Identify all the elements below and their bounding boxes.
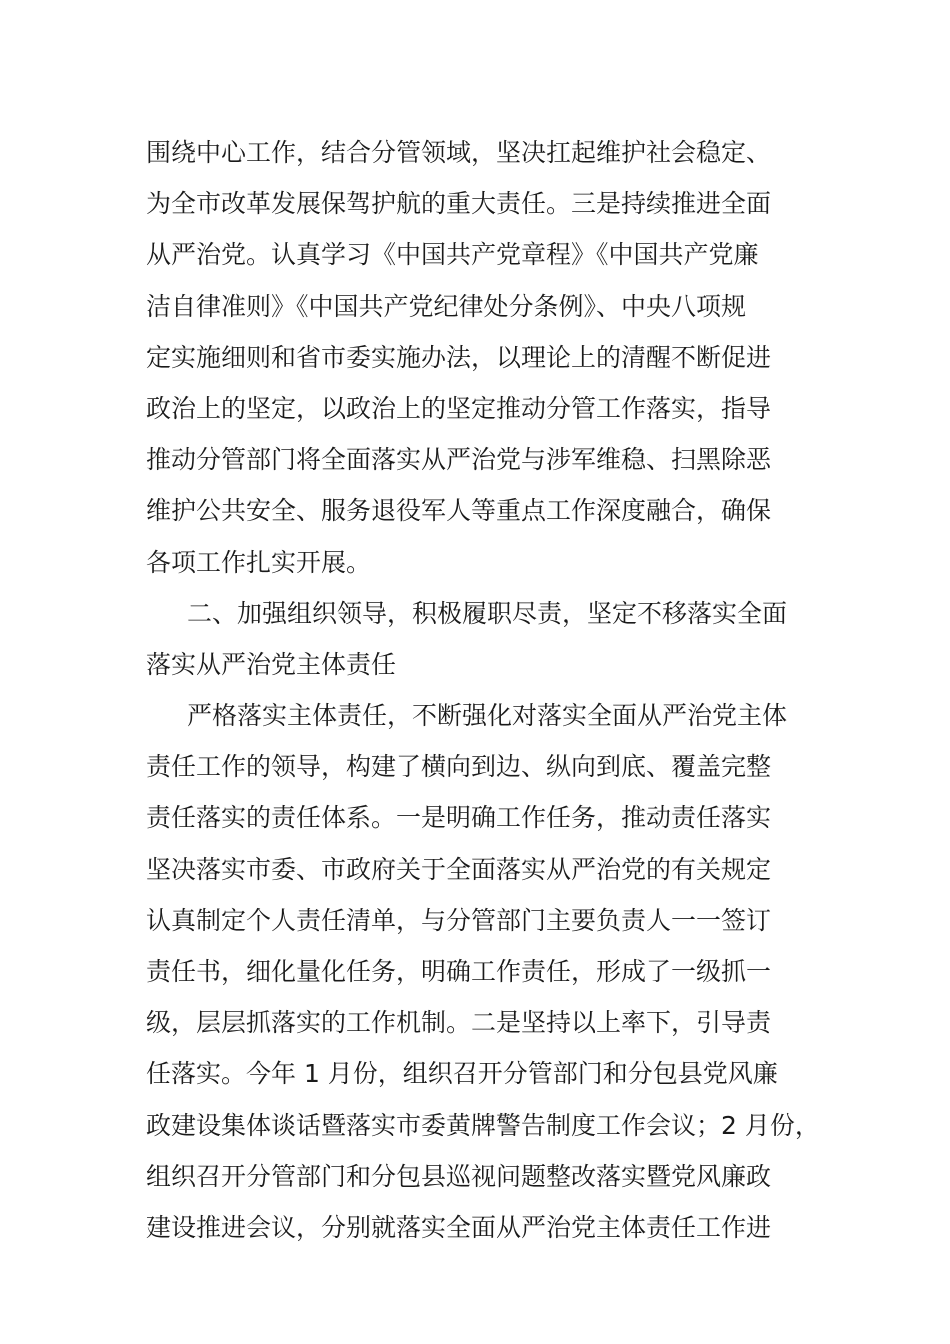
text-line: 围绕中心工作，结合分管领域，坚决扛起维护社会稳定、 [146,138,772,167]
text-line: 任落实。今年 1 月份，组织召开分管部门和分包县党风廉 [146,1059,778,1089]
text-line: 组织召开分管部门和分包县巡视问题整改落实暨党风廉政 [146,1161,772,1191]
text-line: 政建设集体谈话暨落实市委黄牌警告制度工作会议；2 月份， [146,1110,820,1140]
text-line: 维护公共安全、服务退役军人等重点工作深度融合，确保 [146,496,772,526]
text-line: 坚决落实市委、市政府关于全面落实从严治党的有关规定 [146,854,772,884]
text-line: 为全市改革发展保驾护航的重大责任。三是持续推进全面 [146,189,772,219]
text-line: 责任书，细化量化任务，明确工作责任，形成了一级抓一 [146,957,772,986]
text-line: 责任工作的领导，构建了横向到边、纵向到底、覆盖完整 [146,752,772,782]
section-heading-line: 落实从严治党主体责任 [146,649,397,679]
text-line: 从严治党。认真学习《中国共产党章程》《中国共产党廉 [146,240,759,270]
text-line: 责任落实的责任体系。一是明确工作任务，推动责任落实 [146,803,772,833]
text-line: 建设推进会议，分别就落实全面从严治党主体责任工作进 [146,1212,772,1242]
text-line: 严格落实主体责任，不断强化对落实全面从严治党主体 [187,701,788,731]
text-line: 洁自律准则》《中国共产党纪律处分条例》、中央八项规 [146,291,747,321]
text-line: 各项工作扎实开展。 [146,547,372,577]
text-line: 定实施细则和省市委实施办法，以理论上的清醒不断促进 [146,342,772,372]
text-line: 认真制定个人责任清单，与分管部门主要负责人一一签订 [146,905,772,935]
text-line: 级，层层抓落实的工作机制。二是坚持以上率下，引导责 [146,1008,772,1038]
text-line: 政治上的坚定，以政治上的坚定推动分管工作落实，指导 [146,393,772,423]
section-heading-line: 二、加强组织领导，积极履职尽责，坚定不移落实全面 [187,598,788,628]
document-body [146,127,826,1253]
text-line: 推动分管部门将全面落实从严治党与涉军维稳、扫黑除恶 [146,445,772,475]
